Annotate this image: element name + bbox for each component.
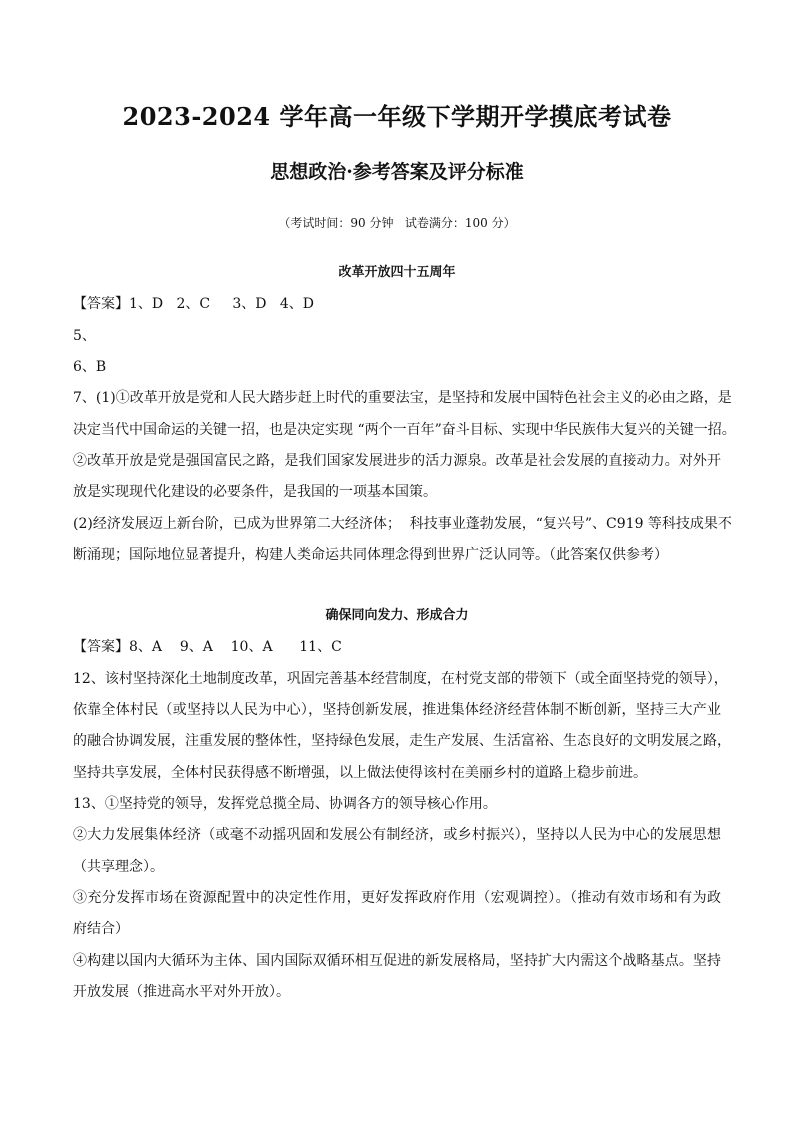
- answer-line: 开放发展（推进高水平对外开放）。: [73, 984, 290, 1000]
- answer-line: 放是实现现代化建设的必要条件，是我国的一项基本国策。: [73, 484, 437, 500]
- answer-line: ②改革开放是党是强国富民之路，是我们国家发展进步的活力源泉。改革是社会发展的直接动力。对外开: [73, 453, 721, 469]
- answer-line: ③充分发挥市场在资源配置中的决定性作用，更好发挥政府作用（宏观调控）。（推动有效市场和有为政: [73, 890, 721, 906]
- answer-line: ②大力发展集体经济（或毫不动摇巩固和发展公有制经济，或乡村振兴），坚持以人民为中心的发展思想: [73, 827, 721, 843]
- section-heading: 改革开放四十五周年: [338, 265, 456, 280]
- exam-title: 2023-2024 学年高一年级下学期开学摸底考试卷: [122, 102, 672, 131]
- answer-line: ④构建以国内大循环为主体、国内国际双循环相互促进的新发展格局，坚持扩大内需这个战略基点。坚持: [73, 953, 721, 969]
- answer-line: （共享理念）。: [73, 859, 164, 875]
- answer-line: 【答案】1、D 2、C 3、D 4、D: [73, 296, 314, 312]
- answer-line: 13、①坚持党的领导，发挥党总揽全局、协调各方的领导核心作用。: [73, 796, 497, 812]
- exam-subtitle: 思想政治·参考答案及评分标准: [270, 161, 524, 183]
- answer-line: 6、B: [73, 359, 107, 375]
- answer-line: (2)经济发展迈上新台阶，已成为世界第二大经济体； 科技事业蓬勃发展，“复兴号”、C919 等科技成果不: [73, 516, 732, 532]
- answer-line: 坚持共享发展，全体村民获得感不断增强，以上做法使得该村在美丽乡村的道路上稳步前进。: [73, 765, 647, 781]
- answer-line: 5、: [73, 328, 96, 344]
- answer-line: 【答案】8、A 9、A 10、A 11、C: [73, 639, 342, 655]
- answer-line: 7、(1)①改革开放是党和人民大踏步赶上时代的重要法宝，是坚持和发展中国特色社会主义的必由之路，是: [73, 390, 732, 406]
- answer-line: 的融合协调发展，注重发展的整体性，坚持绿色发展，走生产发展、生活富裕、生态良好的文明发展之路，: [73, 733, 731, 749]
- exam-info: （考试时间：90 分钟 试卷满分：100 分）: [278, 216, 516, 230]
- answer-line: 府结合）: [73, 921, 129, 937]
- answer-line: 12、该村坚持深化土地制度改革，巩固完善基本经营制度，在村党支部的带领下（或全面坚持党的领导），: [73, 671, 728, 687]
- answer-line: 依靠全体村民（或坚持以人民为中心），坚持创新发展，推进集体经济经营体制不断创新，坚持三大产业: [73, 702, 721, 718]
- answer-line: 断涌现；国际地位显著提升，构建人类命运共同体理念得到世界广泛认同等。（此答案仅供参考）: [73, 547, 668, 563]
- section-heading: 确保同向发力、形成合力: [325, 608, 469, 623]
- answer-line: 决定当代中国命运的关键一招，也是决定实现 “两个一百年”奋斗目标、实现中华民族伟大复兴的关键一招。: [73, 422, 736, 438]
